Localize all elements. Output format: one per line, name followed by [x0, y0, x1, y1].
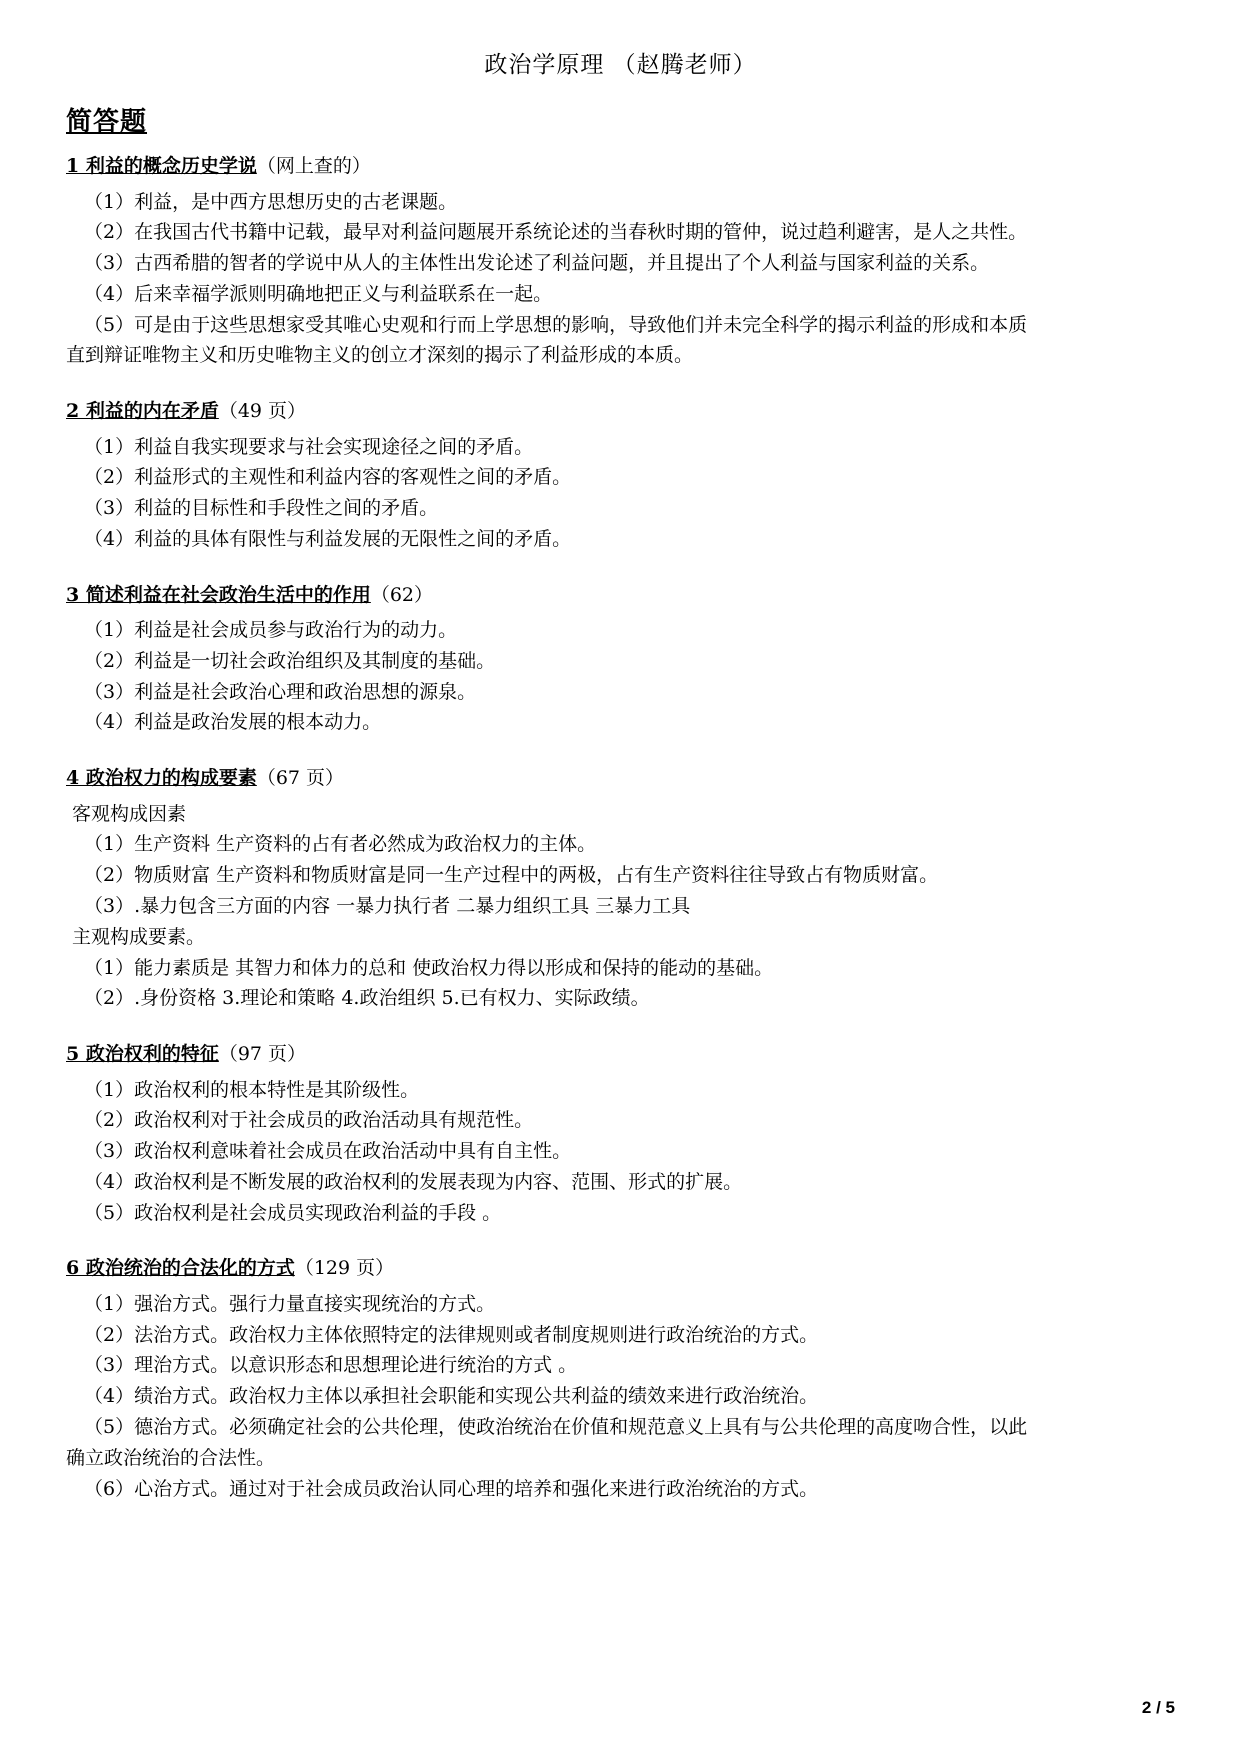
question-title-note: （62）	[370, 583, 434, 606]
question-title	[66, 581, 1175, 610]
question-title-note: （129 页）	[294, 1257, 395, 1280]
question-title	[66, 152, 1175, 181]
question-line: （2）法治方式。政治权力主体依照特定的法律规则或者制度规则进行政治统治的方式。	[84, 1323, 819, 1346]
question-block	[66, 1254, 1175, 1504]
question-title-main: 2 利益的内在矛盾	[66, 400, 219, 423]
question-block	[66, 152, 1175, 371]
question-block	[66, 397, 1175, 555]
question-line: （4）利益是政治发展的根本动力。	[84, 711, 382, 734]
question-title-note: （49 页）	[218, 400, 307, 423]
question-line: （3）.暴力包含三方面的内容 一暴力执行者 二暴力组织工具 三暴力工具	[84, 895, 691, 918]
question-title	[66, 1040, 1175, 1069]
question-line: （1）利益，是中西方思想历史的古老课题。	[84, 190, 458, 213]
question-line: （3）利益的目标性和手段性之间的矛盾。	[84, 497, 439, 520]
question-line: 确立政治统治的合法性。	[66, 1446, 276, 1469]
question-title-main: 3 简述利益在社会政治生活中的作用	[66, 583, 371, 606]
question-line: （4）政治权利是不断发展的政治权利的发展表现为内容、范围、形式的扩展。	[84, 1170, 743, 1193]
question-line: （3）古西希腊的智者的学说中从人的主体性出发论述了利益问题，并且提出了个人利益与国家利益的关系。	[84, 252, 990, 275]
question-line: （2）物质财富 生产资料和物质财富是同一生产过程中的两极，占有生产资料往往导致占有物质财富。	[84, 864, 939, 887]
question-title-main: 1 利益的概念历史学说	[66, 155, 257, 177]
question-title-main: 4 政治权力的构成要素	[66, 767, 257, 790]
question-line: 主观构成要素。	[72, 925, 206, 948]
question-title-main: 5 政治权利的特征	[66, 1043, 219, 1066]
question-line: （1）利益是社会成员参与政治行为的动力。	[84, 619, 458, 642]
question-line: （1）利益自我实现要求与社会实现途径之间的矛盾。	[84, 435, 534, 458]
question-line: （2）利益是一切社会政治组织及其制度的基础。	[84, 649, 496, 672]
question-title-note: （67 页）	[256, 767, 345, 790]
question-title-main: 6 政治统治的合法化的方式	[66, 1257, 295, 1280]
question-line: （1）强治方式。强行力量直接实现统治的方式。	[84, 1292, 496, 1315]
question-block	[66, 581, 1175, 739]
question-line: （3）理治方式。以意识形态和思想理论进行统治的方式 。	[84, 1354, 578, 1377]
question-line: （3）政治权利意味着社会成员在政治活动中具有自主性。	[84, 1140, 572, 1163]
question-line: （2）.身份资格 3.理论和策略 4.政治组织 5.已有权力、实际政绩。	[84, 987, 650, 1010]
question-line: （2）在我国古代书籍中记载，最早对利益问题展开系统论述的当春秋时期的管仲，说过趋利避害，是人之共性。	[84, 221, 1028, 244]
question-line: （4）绩治方式。政治权力主体以承担社会职能和实现公共利益的绩效来进行政治统治。	[84, 1385, 819, 1408]
question-line: （4）利益的具体有限性与利益发展的无限性之间的矛盾。	[84, 527, 572, 550]
question-line: （1）生产资料 生产资料的占有者必然成为政治权力的主体。	[84, 833, 597, 856]
question-title	[66, 1254, 1175, 1283]
question-title	[66, 397, 1175, 426]
question-list	[66, 152, 1175, 1504]
question-line: （5）可是由于这些思想家受其唯心史观和行而上学思想的影响，导致他们并未完全科学的揭示利益的形成和本质	[84, 313, 1028, 336]
question-line: 直到辩证唯物主义和历史唯物主义的创立才深刻的揭示了利益形成的本质。	[66, 344, 694, 367]
question-title	[66, 764, 1175, 793]
question-line: 客观构成因素	[72, 802, 187, 825]
question-line: （4）后来幸福学派则明确地把正义与利益联系在一起。	[84, 282, 553, 305]
question-line: （3）利益是社会政治心理和政治思想的源泉。	[84, 680, 477, 703]
page-title: 政治学原理 （赵腾老师）	[484, 52, 757, 78]
page-number: 2 / 5	[1141, 1698, 1175, 1717]
question-line: （5）政治权利是社会成员实现政治利益的手段 。	[84, 1201, 502, 1224]
question-line: （5）德治方式。必须确定社会的公共伦理，使政治统治在价值和规范意义上具有与公共伦理的高度吻合性，以此	[84, 1415, 1028, 1438]
question-line: （1）政治权利的根本特性是其阶级性。	[84, 1078, 420, 1101]
question-title-note: （网上查的）	[256, 155, 371, 177]
question-title-note: （97 页）	[218, 1043, 307, 1066]
question-block	[66, 764, 1175, 1014]
question-line: （1）能力素质是 其智力和体力的总和 使政治权力得以形成和保持的能动的基础。	[84, 956, 774, 979]
question-line: （6）心治方式。通过对于社会成员政治认同心理的培养和强化来进行政治统治的方式。	[84, 1477, 819, 1500]
question-line: （2）政治权利对于社会成员的政治活动具有规范性。	[84, 1109, 534, 1132]
section-heading: 简答题	[66, 107, 148, 137]
question-block	[66, 1040, 1175, 1228]
question-line: （2）利益形式的主观性和利益内容的客观性之间的矛盾。	[84, 466, 572, 489]
